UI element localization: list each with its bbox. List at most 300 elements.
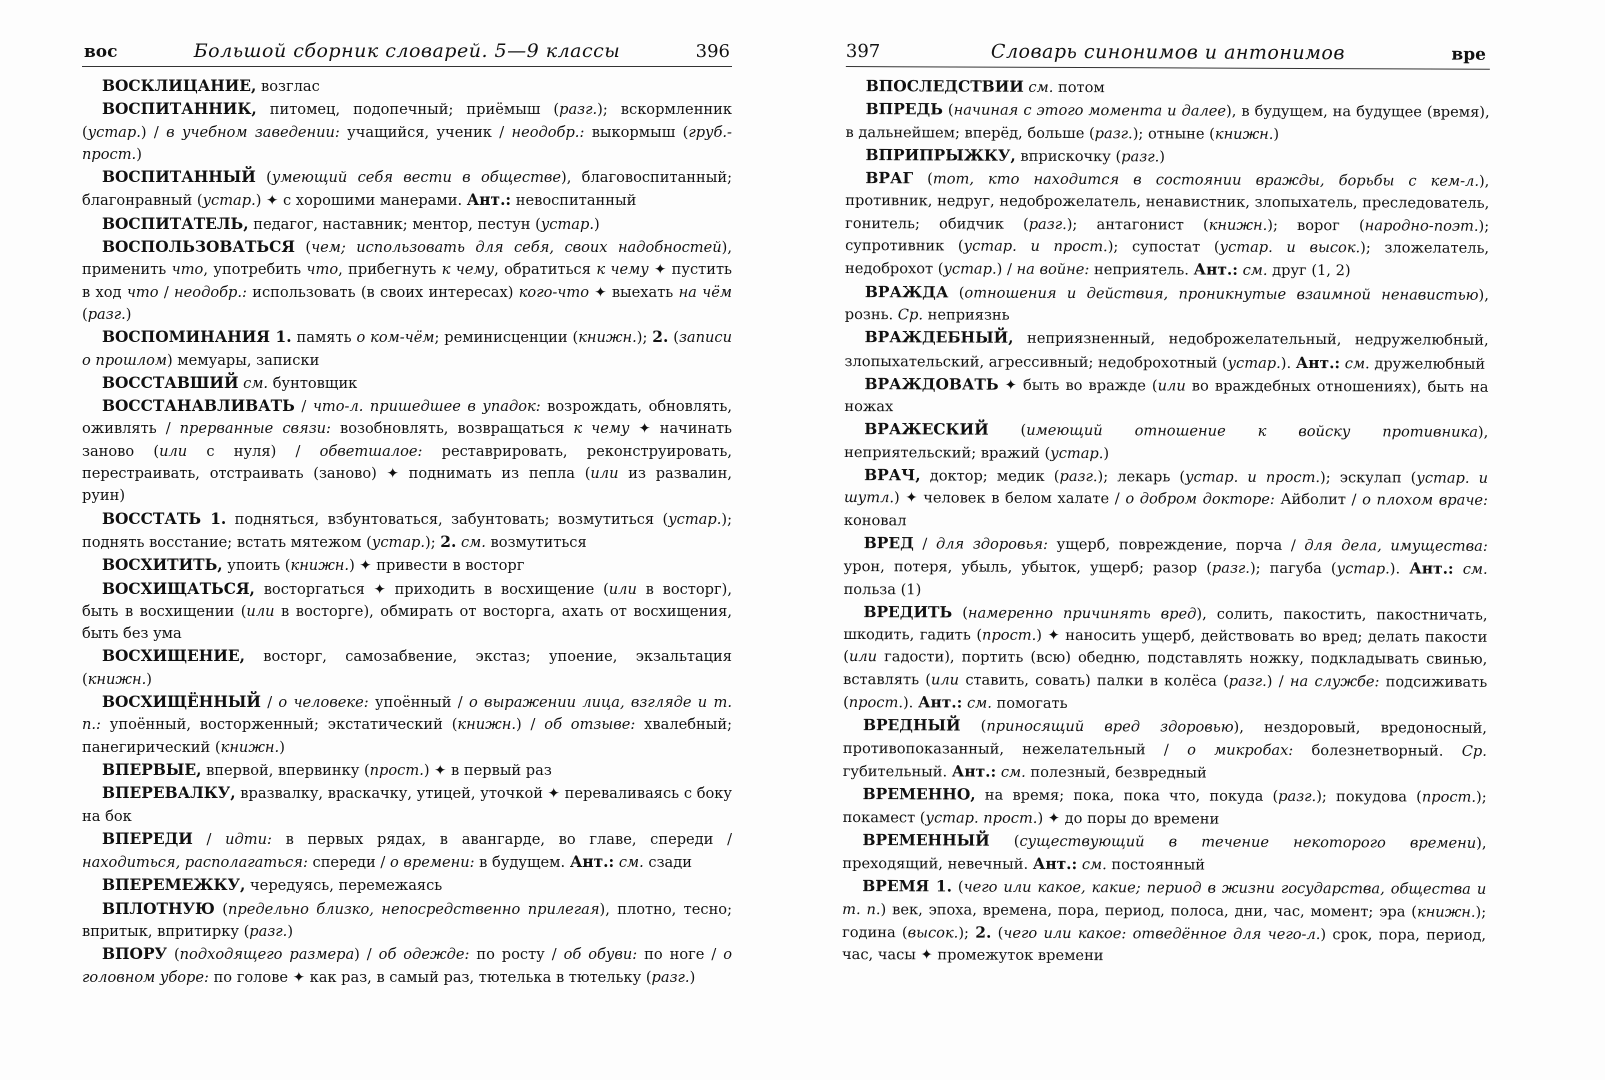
entry-label: разг. bbox=[249, 922, 288, 940]
dictionary-entry bbox=[82, 578, 732, 646]
entry-text: вприскочку ( bbox=[1015, 147, 1122, 166]
entry-label: см. bbox=[461, 533, 486, 551]
entry-text: губительный. bbox=[842, 762, 952, 781]
entry-label: намеренно причинять вред bbox=[967, 604, 1197, 623]
entry-label: устар. и прост. bbox=[1185, 468, 1321, 487]
entry-text: неприязненный, недоброжелательный, недружелюбный, злопыхательский, агрессивный; недоброхотный ( bbox=[844, 329, 1489, 372]
entry-label: о выражении лица, взгляде и т. п.: bbox=[82, 694, 732, 734]
entry-label: о времени: bbox=[389, 854, 475, 872]
entry-headword: ВРЕМЕННО, bbox=[862, 785, 976, 804]
entry-label: приносящий вред здоровью bbox=[986, 717, 1234, 737]
entry-headword: ВПЕРЕМЕЖКУ, bbox=[102, 876, 246, 895]
entry-label: Ср. bbox=[897, 306, 924, 324]
dictionary-entry bbox=[844, 464, 1488, 535]
entry-label: неодобр.: bbox=[511, 123, 585, 141]
entry-text: впервой, впервинку ( bbox=[201, 761, 370, 779]
entry-text: невоспитанный bbox=[511, 192, 637, 210]
entry-label: прерванные связи: bbox=[179, 420, 331, 438]
entry-text: память bbox=[291, 329, 357, 347]
entry-text: коновал bbox=[843, 511, 907, 529]
entry-label: или bbox=[159, 442, 188, 460]
dictionary-entry bbox=[82, 75, 732, 98]
entry-label: о головном уборе: bbox=[82, 946, 732, 986]
entry-text: урон, потеря, убыль, убыток, ущерб; разор ( bbox=[843, 558, 1212, 577]
entry-text: ), плотно, тесно; впритык, впритирку ( bbox=[82, 900, 732, 940]
entry-label: устар. bbox=[202, 192, 256, 210]
entry-text: по росту / bbox=[469, 946, 564, 964]
entry-text: ), в будущем, на будущее (время), в дальнейшем; вперёд, больше ( bbox=[845, 102, 1490, 142]
entry-text: ( bbox=[214, 900, 228, 918]
entry-headword: ВПОСЛЕДСТВИИ bbox=[865, 77, 1024, 96]
dictionary-entry bbox=[846, 75, 1490, 101]
entry-text: по ноге / bbox=[637, 946, 724, 964]
entry-headword: Ант.: bbox=[1193, 260, 1238, 280]
entry-text: ( bbox=[167, 946, 180, 964]
entry-label: или bbox=[930, 671, 960, 689]
entry-headword: ВПЛОТНУЮ bbox=[102, 899, 215, 918]
entry-text: ); bbox=[636, 329, 653, 347]
entry-label: идти: bbox=[225, 830, 272, 848]
dictionary-entry bbox=[82, 166, 732, 213]
entry-label: на службе: bbox=[1289, 672, 1380, 691]
dictionary-entry bbox=[82, 98, 732, 166]
entry-text: ); супостат ( bbox=[1107, 238, 1220, 256]
entry-text: возглас bbox=[256, 78, 320, 95]
entry-text: ); зложелатель, недоброхот ( bbox=[844, 239, 1490, 278]
dictionary-entry bbox=[846, 98, 1490, 146]
entry-text: / bbox=[913, 535, 937, 553]
entry-label: умеющий себя вести в обществе bbox=[271, 169, 562, 187]
entry-label: книжн. bbox=[290, 557, 350, 575]
entry-text: упоённый / bbox=[368, 694, 469, 712]
entry-text: ( bbox=[294, 239, 312, 257]
entry-text: Айболит / bbox=[1274, 491, 1363, 509]
entry-headword: ВОСПОМИНАНИЯ 1. bbox=[102, 328, 292, 347]
entry-label: прост. bbox=[982, 626, 1037, 644]
entry-text: болезнетворный. bbox=[1293, 741, 1462, 760]
header-title: Большой сборник словарей. 5—9 классы bbox=[193, 40, 621, 62]
entry-headword: ВОСКЛИЦАНИЕ, bbox=[102, 77, 257, 95]
entry-label: см. bbox=[618, 854, 644, 872]
entry-text: педагог, наставник; ментор, пестун ( bbox=[248, 215, 541, 233]
entry-text: возобновлять, возвращаться bbox=[330, 420, 574, 438]
entry-headword: ВОСХИТИТЬ, bbox=[102, 556, 223, 575]
entry-text: ) / bbox=[515, 716, 545, 734]
entry-label: о плохом враче: bbox=[1362, 491, 1489, 510]
entry-label: прост. bbox=[848, 694, 904, 712]
entry-headword: ВПОРУ bbox=[102, 945, 168, 964]
entry-text: по голове ✦ как раз, в самый раз, тютелька в тютельку ( bbox=[208, 968, 652, 986]
entry-label: см. bbox=[1028, 78, 1054, 96]
dictionary-entry bbox=[82, 759, 732, 782]
entry-text: ) / bbox=[1266, 672, 1290, 690]
entry-text: ) ✦ с хорошими манерами. bbox=[255, 192, 467, 210]
entry-text: с нуля) / bbox=[187, 442, 320, 460]
entry-text: ) / bbox=[996, 261, 1017, 279]
entry-label: устар. bbox=[371, 533, 426, 551]
entry-text: в восторге), обмирать от восторга, ахать от восхищения, быть без ума bbox=[82, 602, 732, 643]
entry-text: ); поднять восстание; встать мятежом ( bbox=[82, 510, 732, 551]
entry-headword: Ант.: bbox=[1032, 854, 1078, 874]
entry-text: упоённый, восторженный; экстатический ( bbox=[100, 716, 458, 734]
entry-text: ( bbox=[913, 170, 933, 188]
dictionary-entry bbox=[82, 828, 732, 875]
dictionary-entry bbox=[844, 532, 1488, 604]
entry-label: о микробах: bbox=[1187, 741, 1294, 759]
entry-label: разг. bbox=[87, 305, 126, 323]
entry-text: полезный, безвредный bbox=[1025, 763, 1207, 782]
entry-label: кого-что bbox=[518, 283, 590, 301]
entry-text: ставить, совать) палки в колёса ( bbox=[959, 671, 1229, 690]
entry-label: Ср. bbox=[1461, 742, 1487, 760]
entry-text: потом bbox=[1053, 78, 1105, 97]
entry-headword: ВОСХИЩЕНИЕ, bbox=[102, 647, 245, 666]
entry-label: устар. и шутл. bbox=[843, 469, 1489, 507]
entry-label: разг. bbox=[559, 101, 598, 119]
entry-headword: ВПЕРЕДИ bbox=[102, 829, 193, 848]
page-left bbox=[82, 36, 732, 989]
entry-headword: ВОСПОЛЬЗОВАТЬСЯ bbox=[102, 238, 295, 257]
entry-text: , обратиться bbox=[494, 261, 597, 279]
entry-text: ) bbox=[136, 145, 142, 163]
entry-headword: ВРЕД bbox=[863, 534, 914, 553]
entry-label: устар. прост. bbox=[925, 808, 1038, 827]
entry-headword: ВРАЧ, bbox=[864, 466, 921, 485]
entry-label: прост. bbox=[1421, 788, 1477, 806]
entry-label: для дела, имущества: bbox=[1304, 536, 1488, 555]
dictionary-entry bbox=[843, 601, 1487, 717]
page-right bbox=[842, 36, 1490, 969]
entry-headword: ВОССТАНАВЛИВАТЬ bbox=[102, 397, 295, 416]
entry-headword: ВОСХИЩЁННЫЙ bbox=[102, 693, 261, 712]
entry-text: ); антагонист ( bbox=[1066, 215, 1209, 234]
entry-headword: ВРЕМЯ 1. bbox=[862, 877, 952, 896]
entry-text: во враждебных отношениях), быть на ножах bbox=[844, 377, 1489, 416]
entry-text: ) ✦ привести в восторг bbox=[349, 557, 525, 575]
entry-label: см. bbox=[1462, 560, 1488, 579]
entry-label: чего или какое: отведённое для чего-л. bbox=[1003, 924, 1321, 944]
entry-label: или bbox=[608, 580, 637, 598]
entry-text: ; реминисценции ( bbox=[434, 329, 579, 347]
entry-text: ✦ выехать bbox=[589, 283, 679, 301]
entry-label: к чему bbox=[573, 420, 630, 438]
entry-text: ), нездоровый, вредоносный, противопоказанный, нежелательный / bbox=[842, 719, 1488, 759]
entry-text: неприятель. bbox=[1089, 261, 1194, 279]
dictionary-entry bbox=[844, 373, 1488, 421]
entry-text: ), неприятельский; вражий ( bbox=[844, 424, 1489, 462]
entry-text: доктор; медик ( bbox=[920, 467, 1060, 485]
header-headword: вре bbox=[1451, 44, 1486, 65]
entry-text: ( bbox=[960, 717, 987, 735]
entry-text: ); bbox=[958, 924, 976, 942]
dictionary-entry bbox=[843, 783, 1487, 831]
entry-text: / bbox=[192, 830, 226, 848]
entry-label: что-л. пришедшее в упадок: bbox=[312, 398, 541, 416]
entry-label: на чём bbox=[678, 283, 732, 301]
entry-headword: ВПЕРЕВАЛКУ, bbox=[102, 784, 236, 803]
entry-headword: ВОССТАТЬ 1. bbox=[102, 509, 227, 528]
entry-text: ( bbox=[668, 329, 679, 347]
entry-text: в восторг), быть в восхищении ( bbox=[82, 580, 732, 620]
entry-text: ). bbox=[1389, 560, 1410, 578]
entry-headword: ВРАЖДОВАТЬ bbox=[864, 374, 999, 394]
entry-text: ) bbox=[689, 968, 696, 986]
entry-headword: ВПРЕДЬ bbox=[865, 100, 943, 119]
entry-label: см. bbox=[243, 374, 269, 392]
entry-label: в учебном заведении: bbox=[166, 123, 340, 141]
entry-text: польза (1) bbox=[843, 580, 922, 598]
entry-label: прост. bbox=[369, 761, 424, 779]
entry-text: ); покамест ( bbox=[842, 788, 1487, 826]
entry-text: ( bbox=[82, 305, 88, 323]
entry-text: ( bbox=[255, 169, 272, 187]
dictionary-entry bbox=[842, 875, 1486, 969]
entry-text: ); година ( bbox=[842, 903, 1487, 942]
entry-text: питомец, подопечный; приёмыш ( bbox=[256, 101, 560, 119]
entry-label: отношения и действия, проникнутые взаимной ненавистью bbox=[964, 284, 1479, 304]
entry-text: ) / bbox=[140, 123, 167, 141]
entry-text: упоить ( bbox=[222, 557, 291, 575]
entry-text: из развалин, руин) bbox=[82, 465, 732, 505]
entry-label: начиная с этого момента и далее bbox=[953, 101, 1227, 120]
running-header bbox=[82, 36, 732, 67]
entry-text: / bbox=[294, 398, 313, 416]
entry-text: восторг, самозабвение, экстаз; упоение, экзальтация ( bbox=[82, 648, 732, 688]
entry-text: дружелюбный bbox=[1369, 354, 1486, 373]
entry-headword: Ант.: bbox=[569, 853, 615, 872]
entry-text: ) срок, пора, период, час, часы ✦ промежуток времени bbox=[841, 926, 1487, 965]
entry-text: ) bbox=[593, 215, 600, 233]
entry-text: вразвалку, враскачку, утицей, уточкой ✦ переваливаясь с боку на бок bbox=[82, 785, 732, 825]
entry-label: устар. bbox=[668, 510, 722, 528]
entry-label: книжн. bbox=[1416, 903, 1476, 921]
entry-text: возрождать, обновлять, оживлять / bbox=[82, 398, 733, 438]
entry-headword: Ант.: bbox=[917, 693, 963, 712]
entry-text: ) bbox=[1103, 444, 1110, 462]
entry-label: об обуви: bbox=[563, 946, 638, 964]
entry-headword: Ант.: bbox=[1409, 559, 1454, 578]
entry-label: или bbox=[848, 648, 878, 666]
entry-label: на войне: bbox=[1016, 261, 1090, 279]
entry-label: разг. bbox=[1094, 124, 1133, 142]
entry-text: ). bbox=[1280, 354, 1296, 372]
entry-text: ) век, эпоха, времена, пора, период, полоса, дни, час, момент; эра ( bbox=[880, 900, 1418, 921]
entry-label: тот, кто находится в состоянии вражды, борьбы с кем-л. bbox=[932, 170, 1480, 190]
dictionary-entry bbox=[845, 167, 1489, 283]
dictionary-entry bbox=[82, 554, 732, 577]
entry-text: ( bbox=[948, 284, 965, 302]
entry-text: чередуясь, перемежаясь bbox=[245, 877, 443, 895]
entry-text: реставрировать, реконструировать, перестраивать, отстраивать (заново) ✦ поднимать из пепла ( bbox=[82, 442, 732, 483]
dictionary-entry bbox=[82, 326, 732, 372]
entry-label: или bbox=[590, 465, 619, 483]
dictionary-entry bbox=[82, 874, 732, 897]
entry-text: подняться, взбунтоваться, забунтовать; возмутиться ( bbox=[226, 510, 669, 528]
entry-text: ) ✦ до поры до времени bbox=[1037, 809, 1220, 828]
entry-text: ( bbox=[989, 832, 1020, 850]
entry-headword: ВОССТАВШИЙ bbox=[102, 373, 239, 392]
entry-label: о человеке: bbox=[278, 694, 369, 712]
entry-text: / bbox=[260, 694, 279, 712]
entry-label: или bbox=[246, 602, 275, 620]
entry-text: в будущем. bbox=[474, 854, 570, 872]
entry-text: ( bbox=[988, 422, 1027, 440]
dictionary-entries bbox=[82, 75, 732, 989]
entry-text: ) bbox=[1159, 148, 1165, 166]
entry-text: ) / bbox=[354, 946, 379, 964]
entry-text: на время; пока, пока что, покуда ( bbox=[975, 786, 1279, 806]
entry-headword: ВРАЖДА bbox=[864, 282, 949, 302]
entry-text: постоянный bbox=[1106, 856, 1206, 874]
entry-label: разг. bbox=[1028, 215, 1067, 233]
entry-label: имеющий отношение к войску противника bbox=[1026, 422, 1478, 442]
entry-label: устар. bbox=[1336, 560, 1390, 578]
entry-text: в первых рядах, в авангарде, во главе, спереди / bbox=[271, 830, 733, 848]
entry-text: ущерб, повреждение, порча / bbox=[1047, 535, 1305, 554]
entry-label: см. bbox=[966, 694, 992, 712]
entry-text: ); лекарь ( bbox=[1097, 468, 1186, 486]
entry-label: о ком-чём bbox=[356, 329, 435, 347]
dictionary-entry bbox=[82, 691, 732, 759]
entry-headword: ВРЕДИТЬ bbox=[863, 602, 953, 622]
entry-label: разг. bbox=[1278, 788, 1317, 806]
entry-label: разг. bbox=[1059, 467, 1098, 486]
entry-text: учащийся, ученик / bbox=[339, 123, 512, 141]
dictionary-entry bbox=[82, 943, 732, 989]
entry-text: ) bbox=[146, 670, 152, 688]
entry-label: подходящего размера bbox=[179, 946, 355, 964]
entry-text: бунтовщик bbox=[268, 374, 358, 392]
entry-label: что bbox=[171, 261, 204, 279]
entry-text: ); bbox=[425, 533, 441, 551]
entry-text: ( bbox=[942, 101, 954, 119]
entry-headword: ВОСПИТАННИК, bbox=[102, 100, 257, 119]
dictionary-entry bbox=[845, 144, 1489, 170]
dictionary-entry bbox=[82, 898, 732, 944]
entry-text: сзади bbox=[643, 854, 692, 872]
entry-headword: Ант.: bbox=[1295, 353, 1341, 372]
entry-label: находиться, располагаться: bbox=[82, 854, 308, 872]
entry-headword: ВРЕМЕННЫЙ bbox=[862, 830, 990, 850]
entry-label: разг. bbox=[1211, 559, 1250, 578]
entry-label: разг. bbox=[651, 968, 690, 986]
entry-text: ); покудова ( bbox=[1316, 788, 1422, 806]
entry-label: что bbox=[126, 283, 159, 301]
entry-label: устар. bbox=[540, 215, 594, 233]
entry-label: см. bbox=[1000, 763, 1026, 781]
entry-headword: ВРАЖДЕБНЫЙ, bbox=[864, 328, 1014, 347]
running-header bbox=[846, 36, 1490, 70]
dictionary-entry bbox=[82, 236, 732, 326]
entry-text: ) bbox=[1273, 125, 1280, 143]
entry-label: существующий в течение некоторого времени bbox=[1019, 832, 1477, 852]
entry-label: неодобр.: bbox=[174, 283, 247, 301]
entry-label: книжн. bbox=[220, 738, 280, 756]
entry-text: ); супротивник ( bbox=[845, 217, 1490, 255]
entry-text: ), солить, пакостить, пакостничать, шкодить, гадить ( bbox=[843, 605, 1488, 644]
entry-label: книжн. bbox=[87, 670, 147, 688]
entry-text: спереди / bbox=[307, 854, 390, 872]
entry-text: хвалебный; панегирический ( bbox=[82, 716, 733, 756]
entry-text: ) мемуары, записки bbox=[166, 351, 320, 369]
entry-label: устар. bbox=[87, 123, 141, 141]
entry-label: книжн. bbox=[457, 716, 516, 734]
entry-label: для здоровья: bbox=[935, 535, 1049, 553]
entry-headword: 2. bbox=[440, 532, 457, 551]
entry-text: ); пагуба ( bbox=[1249, 560, 1337, 578]
entry-text: / bbox=[158, 283, 175, 301]
entry-headword: ВРЕДНЫЙ bbox=[862, 716, 961, 735]
entry-text: выкормыш ( bbox=[584, 123, 689, 141]
entry-text: , прибегнуть bbox=[338, 261, 442, 279]
entry-text: подсиживать ( bbox=[843, 673, 1488, 712]
dictionary-entry bbox=[82, 508, 732, 555]
entry-text: ✦ быть во вражде ( bbox=[998, 376, 1158, 395]
entry-headword: ВОСПИТАННЫЙ bbox=[102, 168, 256, 187]
dictionary-entries bbox=[842, 75, 1490, 969]
entry-text: ✦ пустить в ход bbox=[82, 261, 732, 301]
entry-label: см. bbox=[1344, 354, 1370, 372]
entry-text: ) ✦ человек в белом халате / bbox=[894, 489, 1126, 508]
entry-label: книжн. bbox=[1214, 125, 1274, 143]
entry-text: помогать bbox=[991, 694, 1068, 712]
entry-text: ( bbox=[991, 924, 1004, 942]
dictionary-entry bbox=[82, 782, 732, 828]
entry-text: ), благовоспитанный; благонравный ( bbox=[82, 169, 732, 210]
dictionary-entry bbox=[845, 281, 1489, 329]
entry-headword: ВРАГ bbox=[865, 169, 914, 188]
entry-text: ), применить bbox=[82, 239, 732, 279]
entry-label: о добром докторе: bbox=[1125, 490, 1275, 509]
entry-headword: 2. bbox=[652, 328, 669, 347]
entry-label: устар. bbox=[1227, 354, 1281, 372]
entry-headword: ВПРИПРЫЖКУ, bbox=[865, 145, 1016, 165]
entry-text: гадости), портить (всю) обедню, подставлять ножку, подкладывать свинью, вставлять ( bbox=[843, 648, 1488, 689]
dictionary-entry bbox=[842, 829, 1486, 878]
entry-text: , употребить bbox=[203, 261, 307, 279]
entry-text: ). bbox=[902, 694, 919, 712]
entry-label: груб.-прост. bbox=[82, 123, 732, 163]
entry-label: устар. bbox=[1050, 444, 1104, 462]
page-number: 396 bbox=[695, 41, 730, 62]
entry-text bbox=[1454, 561, 1463, 578]
entry-text: ); эскулап ( bbox=[1320, 469, 1417, 487]
entry-label: устар. bbox=[943, 260, 997, 279]
entry-label: народно-поэт. bbox=[1364, 217, 1479, 235]
entry-label: разг. bbox=[1228, 672, 1267, 690]
entry-label: см. bbox=[1242, 262, 1268, 280]
entry-label: разг. bbox=[1121, 148, 1160, 166]
entry-text: ); отныне ( bbox=[1132, 124, 1215, 143]
entry-headword: Ант.: bbox=[951, 762, 997, 781]
entry-text: ); вскормленник ( bbox=[82, 101, 732, 141]
header-title: Словарь синонимов и антонимов bbox=[990, 40, 1345, 65]
entry-text: друг (1, 2) bbox=[1267, 262, 1351, 280]
dictionary-entry bbox=[82, 372, 732, 395]
entry-label: см. bbox=[1081, 856, 1107, 874]
entry-label: предельно близко, непосредственно прилегая bbox=[227, 900, 600, 918]
entry-label: что bbox=[306, 261, 339, 279]
entry-text: ) ✦ наносить ущерб, действовать во вред; делать пакости ( bbox=[843, 626, 1488, 666]
entry-text: ( bbox=[951, 878, 964, 896]
entry-text: ✦ начинать заново ( bbox=[82, 420, 732, 460]
entry-text: ) bbox=[279, 738, 285, 756]
page-number: 397 bbox=[845, 40, 881, 63]
entry-headword: ВПЕРВЫЕ, bbox=[102, 760, 202, 779]
dictionary-entry bbox=[82, 645, 732, 691]
entry-text: неприязнь bbox=[922, 306, 1010, 324]
dictionary-entry bbox=[82, 395, 732, 507]
